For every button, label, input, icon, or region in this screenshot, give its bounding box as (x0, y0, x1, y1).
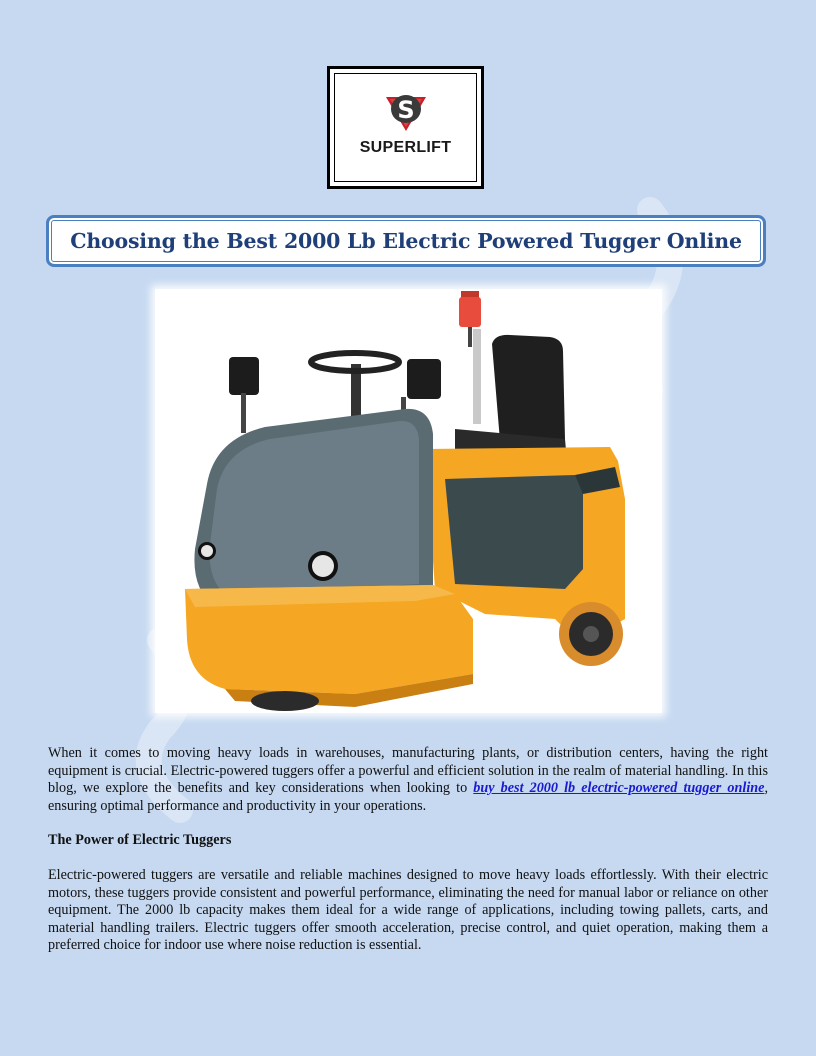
article-body (48, 745, 768, 955)
intro-text-before-link: When it comes to moving heavy loads in warehouses, manufacturing plants, or distribution centers, having the right equipment is crucial. Electric-powered tuggers offer a powerful and efficient solution in the realm of material handling. In this blog, we explore the benefits and key considerations when looking to (48, 745, 768, 797)
section-heading: The Power of Electric Tuggers (48, 832, 232, 849)
superlift-shield-icon (382, 87, 430, 135)
intro-paragraph (48, 745, 768, 815)
logo-text: SUPERLIFT (359, 139, 452, 156)
section-paragraph: Electric-powered tuggers are versatile and reliable machines designed to move heavy loads effortlessly. With their electric motors, these tuggers provide consistent and powerful performance, eliminating the need for manual labor or reliance on other equipment. The 2000 lb capacity makes them ideal for a wide range of applications, including towing pallets, carts, and material handling trailers. Electric tuggers offer smooth acceleration, precise control, and quiet operation, making them a preferred choice for indoor use where noise reduction is essential. (48, 866, 768, 954)
electric-tugger-illustration (155, 289, 662, 713)
tugger-product-image (155, 289, 662, 713)
buy-tugger-link[interactable]: buy best 2000 lb electric-powered tugger online (473, 780, 765, 797)
page-title: Choosing the Best 2000 Lb Electric Powered Tugger Online (70, 229, 742, 253)
svg-text:S: S (397, 96, 415, 124)
company-logo (327, 66, 484, 189)
intro-text-after-link: , ensuring optimal performance and productivity in your operations. (48, 780, 769, 814)
title-banner (46, 215, 766, 267)
